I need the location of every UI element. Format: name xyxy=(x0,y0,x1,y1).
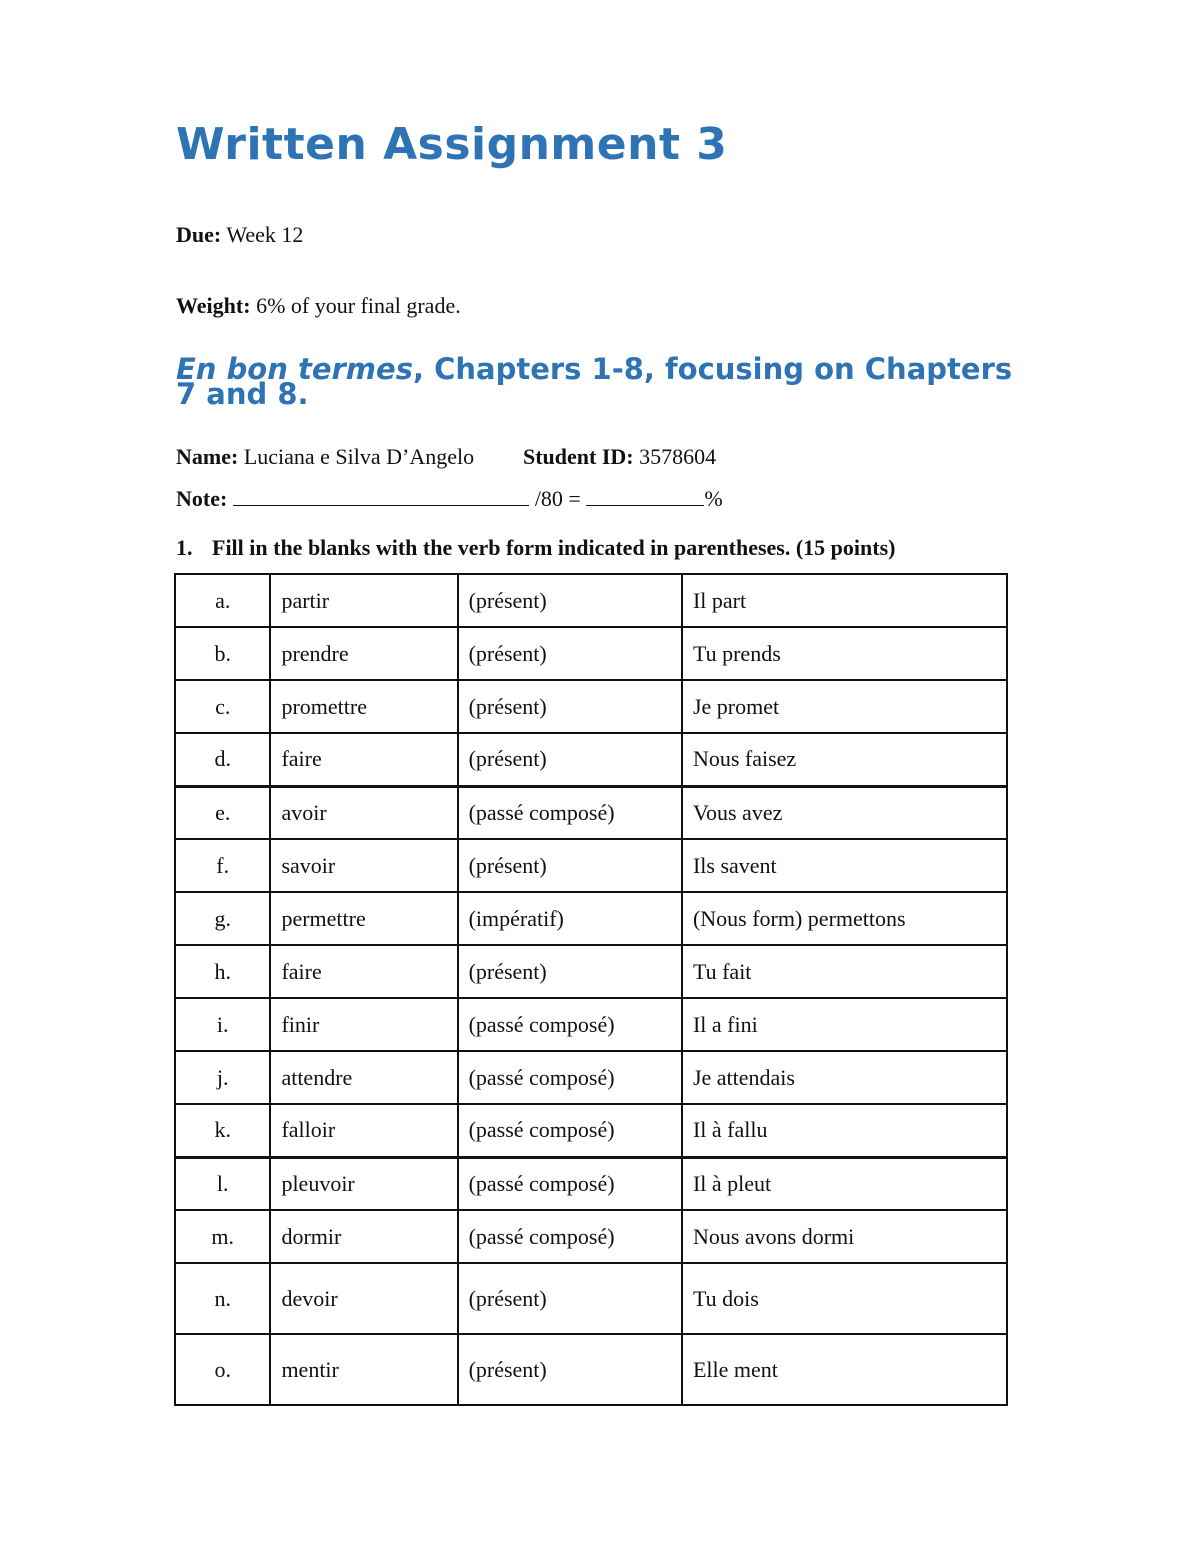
table-row xyxy=(175,680,1007,733)
table-row xyxy=(175,998,1007,1051)
subtitle-book-title: En bon termes xyxy=(176,352,413,386)
table-row xyxy=(175,733,1007,786)
score-blank[interactable] xyxy=(233,485,529,506)
row-verb: prendre xyxy=(270,627,457,680)
note-label: Note: xyxy=(176,486,228,511)
row-letter: e. xyxy=(175,786,270,839)
row-letter: a. xyxy=(175,574,270,627)
row-tense: (passé composé) xyxy=(458,998,682,1051)
row-answer[interactable]: Il a fini xyxy=(682,998,1007,1051)
row-letter: f. xyxy=(175,839,270,892)
table-row xyxy=(175,839,1007,892)
row-verb: finir xyxy=(270,998,457,1051)
table-row xyxy=(175,627,1007,680)
row-verb: avoir xyxy=(270,786,457,839)
row-letter: j. xyxy=(175,1051,270,1104)
row-tense: (passé composé) xyxy=(458,1210,682,1263)
name-value: Luciana e Silva D’Angelo xyxy=(243,444,475,469)
table-row xyxy=(175,945,1007,998)
row-answer[interactable]: Il à fallu xyxy=(682,1104,1007,1157)
student-id-label: Student ID: xyxy=(523,444,634,469)
student-line xyxy=(176,442,717,472)
row-verb: falloir xyxy=(270,1104,457,1157)
section-subtitle xyxy=(176,352,1026,411)
table-row xyxy=(175,892,1007,945)
note-line xyxy=(176,484,723,514)
row-tense: (présent) xyxy=(458,574,682,627)
page-title: Written Assignment 3 xyxy=(176,119,728,170)
row-answer[interactable]: Tu fait xyxy=(682,945,1007,998)
table-row xyxy=(175,786,1007,839)
row-tense: (présent) xyxy=(458,1334,682,1405)
row-verb: pleuvoir xyxy=(270,1157,457,1210)
table-row xyxy=(175,1263,1007,1334)
row-answer[interactable]: Il part xyxy=(682,574,1007,627)
row-letter: i. xyxy=(175,998,270,1051)
row-letter: c. xyxy=(175,680,270,733)
table-row xyxy=(175,1210,1007,1263)
row-tense: (passé composé) xyxy=(458,786,682,839)
row-answer[interactable]: Tu dois xyxy=(682,1263,1007,1334)
student-id-group xyxy=(523,442,716,472)
row-letter: n. xyxy=(175,1263,270,1334)
row-letter: h. xyxy=(175,945,270,998)
question-number: 1. xyxy=(176,535,193,560)
row-verb: faire xyxy=(270,945,457,998)
row-tense: (présent) xyxy=(458,733,682,786)
due-line xyxy=(176,220,303,250)
row-answer[interactable]: Nous avons dormi xyxy=(682,1210,1007,1263)
row-answer[interactable]: Elle ment xyxy=(682,1334,1007,1405)
row-answer[interactable]: Je promet xyxy=(682,680,1007,733)
row-letter: k. xyxy=(175,1104,270,1157)
row-tense: (impératif) xyxy=(458,892,682,945)
row-tense: (présent) xyxy=(458,627,682,680)
table-row xyxy=(175,1157,1007,1210)
question-1 xyxy=(176,533,895,563)
row-tense: (passé composé) xyxy=(458,1157,682,1210)
row-verb: mentir xyxy=(270,1334,457,1405)
name-label: Name: xyxy=(176,444,239,469)
row-tense: (passé composé) xyxy=(458,1104,682,1157)
row-letter: b. xyxy=(175,627,270,680)
row-tense: (présent) xyxy=(458,680,682,733)
note-total: /80 = xyxy=(534,486,581,511)
student-id-value: 3578604 xyxy=(639,444,717,469)
row-answer[interactable]: (Nous form) permettons xyxy=(682,892,1007,945)
row-answer[interactable]: Je attendais xyxy=(682,1051,1007,1104)
row-answer[interactable]: Vous avez xyxy=(682,786,1007,839)
row-tense: (présent) xyxy=(458,945,682,998)
weight-label: Weight: xyxy=(176,293,251,318)
row-verb: devoir xyxy=(270,1263,457,1334)
row-verb: savoir xyxy=(270,839,457,892)
weight-line xyxy=(176,291,461,321)
table-row xyxy=(175,1104,1007,1157)
table-row xyxy=(175,1334,1007,1405)
verb-table xyxy=(174,573,1008,1406)
row-answer[interactable]: Tu prends xyxy=(682,627,1007,680)
row-letter: o. xyxy=(175,1334,270,1405)
row-verb: attendre xyxy=(270,1051,457,1104)
note-percent: % xyxy=(704,486,723,511)
row-answer[interactable]: Il à pleut xyxy=(682,1157,1007,1210)
row-letter: d. xyxy=(175,733,270,786)
weight-value: 6% of your final grade. xyxy=(256,293,461,318)
row-tense: (présent) xyxy=(458,1263,682,1334)
row-tense: (passé composé) xyxy=(458,1051,682,1104)
table-row xyxy=(175,1051,1007,1104)
percent-blank[interactable] xyxy=(586,485,704,506)
row-verb: promettre xyxy=(270,680,457,733)
row-verb: dormir xyxy=(270,1210,457,1263)
row-tense: (présent) xyxy=(458,839,682,892)
row-letter: g. xyxy=(175,892,270,945)
table-row xyxy=(175,574,1007,627)
subtitle-rest: , Chapters 1-8, focusing on Chapters 7 and 8. xyxy=(176,352,1013,411)
row-answer[interactable]: Ils savent xyxy=(682,839,1007,892)
row-verb: permettre xyxy=(270,892,457,945)
due-label: Due: xyxy=(176,222,222,247)
row-verb: faire xyxy=(270,733,457,786)
row-letter: m. xyxy=(175,1210,270,1263)
due-value: Week 12 xyxy=(226,222,304,247)
question-text: Fill in the blanks with the verb form indicated in parentheses. (15 points) xyxy=(212,535,896,560)
row-letter: l. xyxy=(175,1157,270,1210)
row-verb: partir xyxy=(270,574,457,627)
row-answer[interactable]: Nous faisez xyxy=(682,733,1007,786)
